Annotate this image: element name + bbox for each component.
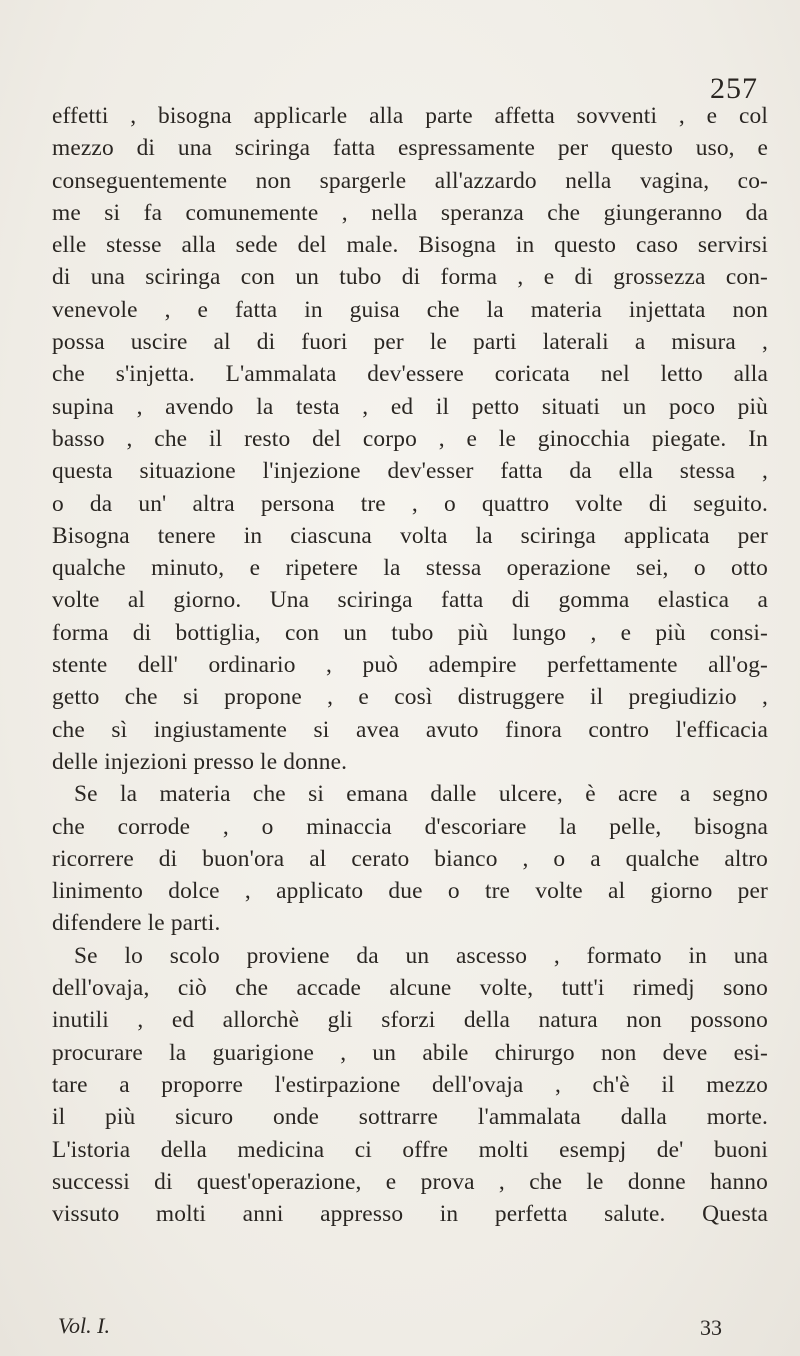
text-line: me si fa comunemente , nella speranza che giungeranno da	[52, 199, 768, 226]
text-line: basso , che il resto del corpo , e le ginocchia piegate. In	[52, 425, 768, 452]
sheet-number: 33	[700, 1315, 722, 1340]
text-line: possa uscire al di fuori per le parti laterali a misura ,	[52, 329, 768, 356]
text-line: tare a proporre l'estirpazione dell'ovaja , ch'è il mezzo	[52, 1071, 768, 1098]
text-line: questa situazione l'injezione dev'esser fatta da ella stessa ,	[52, 458, 768, 485]
text-line: getto che si propone , e così distruggere il pregiudizio ,	[52, 684, 768, 711]
text-line: difendere le parti.	[52, 910, 221, 937]
text-line: delle injezioni presso le donne.	[52, 748, 348, 775]
text-line: inutili , ed allorchè gli sforzi della natura non possono	[52, 1007, 768, 1034]
text-line: il più sicuro onde sottrarre l'ammalata dalla morte.	[52, 1104, 768, 1131]
text-line: effetti , bisogna applicarle alla parte affetta sovventi , e col	[52, 103, 768, 129]
text-line: elle stesse alla sede del male. Bisogna in questo caso servirsi	[52, 232, 768, 259]
text-line: volte al giorno. Una sciringa fatta di gomma elastica a	[52, 587, 768, 614]
text-line: qualche minuto, e ripetere la stessa operazione sei, o otto	[52, 555, 768, 582]
paragraph	[52, 100, 768, 778]
page-number: 257	[710, 72, 758, 105]
text-line: ricorrere di buon'ora al cerato bianco , o a qualche altro	[52, 845, 768, 872]
text-line: linimento dolce , applicato due o tre volte al giorno per	[52, 878, 768, 905]
text-line: che sì ingiustamente si avea avuto finora contro l'efficacia	[52, 716, 768, 743]
text-line: che corrode , o minaccia d'escoriare la pelle, bisogna	[52, 813, 768, 840]
text-line: mezzo di una sciringa fatta espressamente per questo uso, e	[52, 135, 768, 162]
text-line: venevole , e fatta in guisa che la materia injettata non	[52, 296, 768, 323]
text-line: stente dell' ordinario , può adempire perfettamente all'og-	[52, 652, 768, 679]
text-line: successi di quest'operazione, e prova , che le donne hanno	[52, 1168, 768, 1195]
text-line: vissuto molti anni appresso in perfetta salute. Questa	[52, 1201, 768, 1228]
page-footer	[58, 1313, 758, 1349]
text-line: conseguentemente non spargerle all'azzardo nella vagina, co-	[52, 167, 768, 194]
text-line: Se la materia che si emana dalle ulcere, è acre a segno	[74, 781, 768, 808]
text-line: di una sciringa con un tubo di forma , e di grossezza con-	[52, 264, 768, 291]
volume-signature: Vol. I.	[58, 1313, 110, 1338]
text-line: che s'injetta. L'ammalata dev'essere coricata nel letto alla	[52, 361, 768, 388]
text-line: Se lo scolo proviene da un ascesso , formato in una	[74, 942, 768, 969]
text-line: Bisogna tenere in ciascuna volta la sciringa applicata per	[52, 522, 768, 549]
text-line: procurare la guarigione , un abile chirurgo non deve esi-	[52, 1039, 768, 1066]
text-line: L'istoria della medicina ci offre molti esempj de' buoni	[52, 1136, 768, 1163]
body-text	[52, 100, 768, 1230]
text-line: supina , avendo la testa , ed il petto situati un poco più	[52, 393, 768, 420]
text-line: o da un' altra persona tre , o quattro volte di seguito.	[52, 490, 768, 517]
paragraph	[52, 940, 768, 1231]
text-line: dell'ovaja, ciò che accade alcune volte, tutt'i rimedj sono	[52, 975, 768, 1002]
text-line: forma di bottiglia, con un tubo più lungo , e più consi-	[52, 619, 768, 646]
paragraph	[52, 778, 768, 939]
